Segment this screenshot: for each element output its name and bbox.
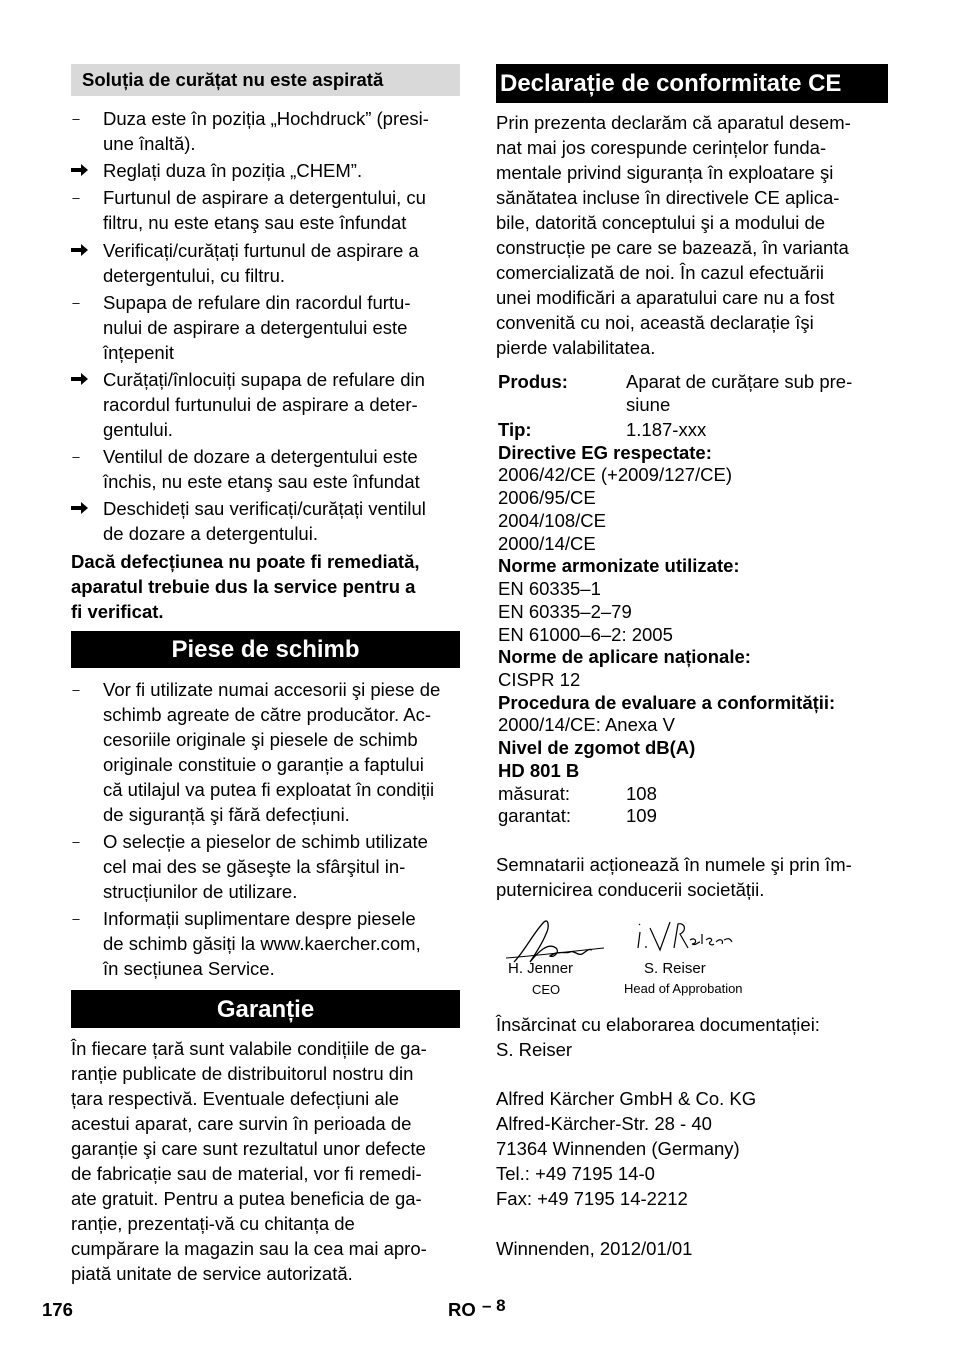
national-label: Norme de aplicare naționale: (498, 646, 751, 667)
ce-intro-text: Prin prezenta declarăm că aparatul desem- nat mai jos corespunde cerințelor funda- mentale privind siguranța în exploatare şi sănătatea incluse în directivele CE aplica- bile, datorită conceptului şi a modului de construcție pe care se bazează, în varianta comercializată de noi. În cazul efectuării unei modificări a aparatului care nu a fost convenită cu noi, această declarație îşi pierde valabilitatea. (496, 112, 851, 358)
list-item: Supapa de refulare din racordul furtu- nului de aspirare a detergentului este înțepenit (103, 291, 411, 363)
product-value: Aparat de curățare sub pre- siune (626, 371, 853, 415)
list-item: Informații suplimentare despre piesele de schimb găsiți la www.kaercher.com, în secțiunea Service. (103, 908, 421, 980)
list-item: O selecție a pieselor de schimb utilizate cel mai des se găseşte la sfârşitul in- strucțiunilor de utilizare. (103, 831, 428, 903)
list-item: Deschideți sau verificați/curățați ventilul de dozare a detergentului. (103, 498, 426, 545)
dash-bullet: – (72, 294, 80, 310)
directives-label: Directive EG respectate: (498, 442, 712, 463)
signatory-2-title: Head of Approbation (624, 981, 743, 996)
list-item: Duza este în poziția „Hochdruck” (presi- une înaltă). (103, 108, 429, 154)
dash-bullet: – (72, 111, 80, 126)
list-item: Furtunul de aspirare a detergentului, cu filtru, nu este etanş sau este înfundat (103, 187, 426, 234)
warranty-text: În fiecare țară sunt valabile condițiile de ga- ranție publicate de distribuitorul nostru din țara respectivă. Eventuale defecțiuni ale acestui aparat, care survin în perioada de garanție şi care sunt rezultatul unor defecte de fabricație sau de material, vor fi remedi- ate gratuit. Pentru a putea beneficia de ga- ranție, prezentați-vă cu chitanța de cumpărare la magazin sau la cea mai apro- piată unitate de service autorizată. (71, 1038, 427, 1284)
documentation-responsible: Însărcinat cu elaborarea documentației: S. Reiser (496, 1014, 820, 1060)
arrow-right-icon (71, 496, 103, 521)
dash-bullet: – (72, 911, 80, 927)
list-item: Ventilul de dozare a detergentului este închis, nu este etanş sau este înfundat (103, 446, 420, 493)
noise-label: Nivel de zgomot dB(A) (498, 737, 696, 758)
type-value: 1.187-xxx (626, 419, 707, 440)
footer-language: RO (448, 1299, 476, 1320)
footer-sub-page: – 8 (482, 1296, 506, 1315)
dash-bullet: – (72, 834, 80, 850)
directives-list: 2006/42/CE (+2009/127/CE) 2006/95/CE 2004/108/CE 2000/14/CE (498, 464, 732, 554)
section-heading-ce-declaration: Declarație de conformitate CE (496, 64, 888, 103)
dash-bullet: – (72, 682, 80, 697)
procedure-label: Procedura de evaluare a conformității: (498, 692, 836, 713)
page-number: 176 (42, 1299, 73, 1320)
section-heading-warranty: Garanție (71, 990, 460, 1028)
arrow-right-icon (71, 367, 103, 392)
arrow-right-icon (71, 238, 103, 263)
type-label: Tip: (498, 419, 532, 440)
arrow-right-icon (71, 158, 103, 183)
signatory-1-title: CEO (532, 982, 561, 997)
national-value: CISPR 12 (498, 669, 581, 690)
signatories-text: Semnatarii acționează în numele şi prin îm- puternicirea conducerii societății. (496, 854, 852, 900)
company-address: Alfred Kärcher GmbH & Co. KG Alfred-Kärcher-Str. 28 - 40 71364 Winnenden (Germany) Tel.: +49 7195 14-0 Fax: +49 7195 14-2212 (496, 1088, 757, 1209)
signatory-2-name: S. Reiser (644, 960, 706, 977)
warning-text: Dacă defecțiunea nu poate fi remediată, aparatul trebuie dus la service pentru a fi verificat. (71, 551, 420, 622)
list-item: Reglați duza în poziția „CHEM”. (103, 160, 363, 182)
guaranteed-label: garantat: (498, 805, 572, 826)
guaranteed-value: 109 (626, 805, 657, 826)
place-date: Winnenden, 2012/01/01 (496, 1238, 693, 1259)
section-heading-cleaning-solution: Soluția de curățat nu este aspirată (71, 64, 460, 96)
product-label: Produs: (498, 371, 568, 392)
dash-bullet: – (72, 190, 80, 206)
harmonized-list: EN 60335–1 EN 60335–2–79 EN 61000–6–2: 2005 (498, 578, 673, 645)
section-heading-spare-parts: Piese de schimb (71, 631, 460, 668)
measured-label: măsurat: (498, 783, 570, 804)
dash-bullet: – (72, 449, 80, 465)
harmonized-label: Norme armonizate utilizate: (498, 555, 740, 576)
model-label: HD 801 B (498, 760, 580, 781)
list-item: Curățați/înlocuiți supapa de refulare din racordul furtunului de aspirare a deter- gentului. (103, 369, 425, 440)
measured-value: 108 (626, 783, 657, 804)
signature-reiser-image (634, 914, 734, 962)
signatory-1-name: H. Jenner (508, 960, 574, 977)
list-item: Verificați/curățați furtunul de aspirare a detergentului, cu filtru. (103, 239, 419, 286)
procedure-value: 2000/14/CE: Anexa V (498, 714, 675, 735)
list-item: Vor fi utilizate numai accesorii şi piese de schimb agreate de către producător. Ac- cesoriile originale şi piesele de schimb originale constituie o garanție a faptului că utilajul va putea fi exploatat în condiții de siguranță şi fără defecțiuni. (103, 679, 441, 825)
